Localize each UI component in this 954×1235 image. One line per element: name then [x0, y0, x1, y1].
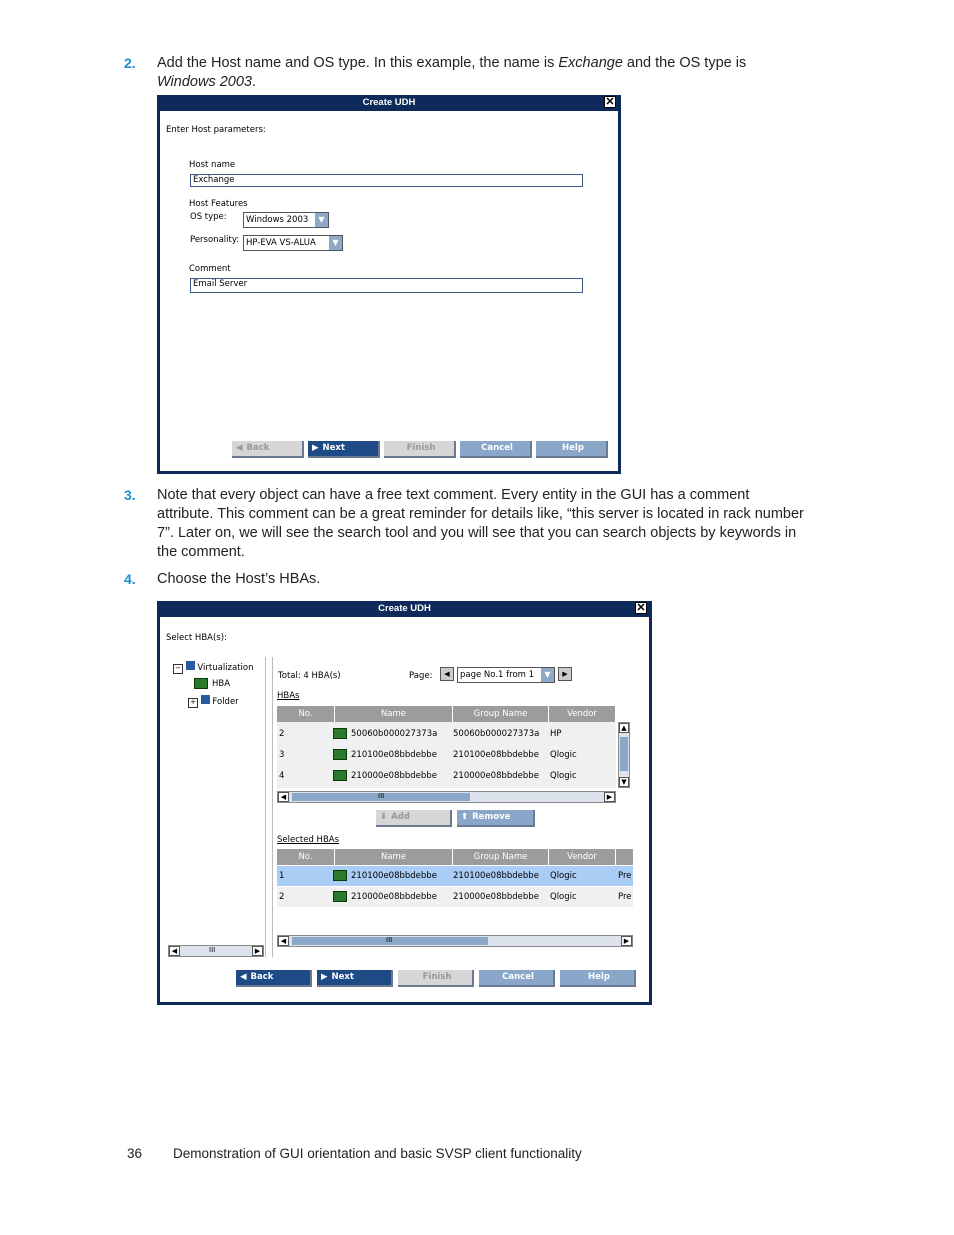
hba-icon [333, 891, 347, 902]
os-type-label: OS type: [190, 212, 227, 222]
help-button[interactable]: Help [560, 970, 636, 987]
page-number: 36 [127, 1146, 143, 1161]
selected-table-header [277, 849, 633, 865]
hba-icon [333, 728, 347, 739]
table-row[interactable]: 2 50060b000027373a 50060b000027373a HP [279, 729, 562, 739]
col-no[interactable]: No. [277, 706, 335, 722]
selected-table-body [277, 865, 633, 931]
table-row[interactable]: 3 210100e08bbdebbe 210100e08bbdebbe Qlogic [279, 750, 577, 760]
arrow-left-icon: ◀ [240, 972, 247, 982]
expand-icon[interactable]: + [188, 698, 198, 708]
hbas-label: HBAs [277, 691, 300, 701]
chevron-down-icon[interactable]: ▼ [315, 213, 328, 227]
expand-icon[interactable]: − [173, 664, 183, 674]
personality-label: Personality: [190, 235, 240, 245]
cancel-button[interactable]: Cancel [460, 441, 532, 458]
page-prev-icon[interactable]: ◀ [440, 667, 454, 681]
tree-hscroll[interactable]: ◀ III ▶ [168, 945, 264, 957]
next-button[interactable]: ▶ Next [317, 970, 393, 987]
scroll-down-icon[interactable]: ▼ [619, 777, 629, 787]
step-text: Add the Host name and OS type. In this example, the name is Exchange and the OS type is Windows 2003. [157, 55, 747, 90]
cancel-button[interactable]: Cancel [479, 970, 555, 987]
scroll-right-icon[interactable]: ▶ [252, 946, 263, 956]
tree-item-folder[interactable]: + Folder [188, 695, 239, 708]
arrow-up-icon: ⬆ [461, 812, 469, 822]
step-number: 2. [124, 55, 136, 71]
scroll-right-icon[interactable]: ▶ [604, 792, 615, 802]
step-number: 3. [124, 487, 136, 503]
table-row[interactable]: 1 210100e08bbdebbe 210100e08bbdebbe Qlogic Pre [277, 866, 633, 886]
comment-label: Comment [189, 264, 231, 274]
dialog-body [160, 617, 649, 1002]
col-vendor[interactable]: Vendor [549, 706, 616, 722]
hba-table-body [277, 722, 616, 788]
virtualization-icon [186, 661, 195, 670]
scroll-left-icon[interactable]: ◀ [278, 936, 289, 946]
intro-label: Select HBA(s): [166, 633, 227, 643]
table-row[interactable]: 4 210000e08bbdebbe 210000e08bbdebbe Qlogic [279, 771, 577, 781]
col-group[interactable]: Group Name [453, 849, 549, 865]
personality-select[interactable]: HP-EVA VS-ALUA ▼ [243, 235, 343, 251]
create-udh-dialog-host [157, 95, 621, 474]
add-button[interactable]: ⬇ Add [376, 810, 452, 827]
tree-item-virtualization[interactable]: − Virtualization [173, 661, 254, 674]
dialog-title: Create UDH ✕ [378, 602, 646, 614]
folder-icon [201, 695, 210, 704]
tree-item-hba[interactable]: HBA [194, 678, 230, 689]
chevron-down-icon[interactable]: ▼ [541, 668, 554, 682]
arrow-right-icon: ▶ [312, 443, 319, 453]
close-icon[interactable]: ✕ [636, 602, 646, 614]
page-label: Page: [409, 671, 433, 681]
page-next-icon[interactable]: ▶ [558, 667, 572, 681]
page-select[interactable]: page No.1 from 1 ▼ [457, 667, 555, 683]
next-button[interactable]: ▶ Next [308, 441, 380, 458]
col-name[interactable]: Name [335, 849, 453, 865]
arrow-right-icon: ▶ [321, 972, 328, 982]
hba-tree [168, 657, 268, 957]
footer-text: Demonstration of GUI orientation and basic SVSP client functionality [173, 1146, 582, 1161]
dialog-body [160, 111, 618, 471]
hba-icon [333, 770, 347, 781]
hba-icon [333, 870, 347, 881]
scroll-thumb[interactable] [620, 737, 628, 771]
remove-button[interactable]: ⬆ Remove [457, 810, 535, 827]
os-type-select[interactable]: Windows 2003 ▼ [243, 212, 329, 228]
chevron-down-icon[interactable]: ▼ [329, 236, 342, 250]
hba-vscroll[interactable] [618, 722, 630, 788]
create-udh-dialog-hba [157, 601, 652, 1005]
selected-hbas-label: Selected HBAs [277, 835, 340, 845]
step-number: 4. [124, 571, 136, 587]
hba-hscroll[interactable]: ◀ III ▶ [277, 791, 616, 803]
total-label: Total: 4 HBA(s) [278, 671, 341, 681]
col-no[interactable]: No. [277, 849, 335, 865]
help-button[interactable]: Help [536, 441, 608, 458]
finish-button[interactable]: Finish [398, 970, 474, 987]
hba-icon [333, 749, 347, 760]
table-row[interactable]: 2 210000e08bbdebbe 210000e08bbdebbe Qlogic Pre [277, 887, 633, 907]
step-text: Note that every object can have a free text comment. Every entity in the GUI has a comment attribute. This comment can be a great reminder for details like, “this server is located in rack number 7”. Later on, we will see the search tool and you will see that you can search objects by keywords in the comment. [157, 487, 804, 560]
finish-button[interactable]: Finish [384, 441, 456, 458]
back-button[interactable]: ◀ Back [236, 970, 312, 987]
scroll-left-icon[interactable]: ◀ [169, 946, 180, 956]
splitter[interactable] [265, 657, 273, 957]
col-group[interactable]: Group Name [453, 706, 549, 722]
comment-input[interactable]: Email Server [190, 278, 583, 293]
arrow-left-icon: ◀ [236, 443, 243, 453]
scroll-up-icon[interactable]: ▲ [619, 723, 629, 733]
close-icon[interactable]: ✕ [605, 96, 615, 108]
intro-label: Enter Host parameters: [166, 125, 266, 135]
host-features-label: Host Features [189, 199, 248, 209]
col-vendor[interactable]: Vendor [549, 849, 616, 865]
hba-icon [194, 678, 208, 689]
arrow-down-icon: ⬇ [380, 812, 388, 822]
selected-hscroll[interactable]: ◀ III ▶ [277, 935, 633, 947]
scroll-left-icon[interactable]: ◀ [278, 792, 289, 802]
host-name-input[interactable]: Exchange [190, 174, 583, 187]
back-button[interactable]: ◀ Back [232, 441, 304, 458]
scroll-right-icon[interactable]: ▶ [621, 936, 632, 946]
col-name[interactable]: Name [335, 706, 453, 722]
step-text: Choose the Host’s HBAs. [157, 571, 321, 587]
host-name-label: Host name [189, 160, 236, 170]
hba-table-header [277, 706, 616, 722]
dialog-title: Create UDH ✕ [362, 96, 615, 108]
